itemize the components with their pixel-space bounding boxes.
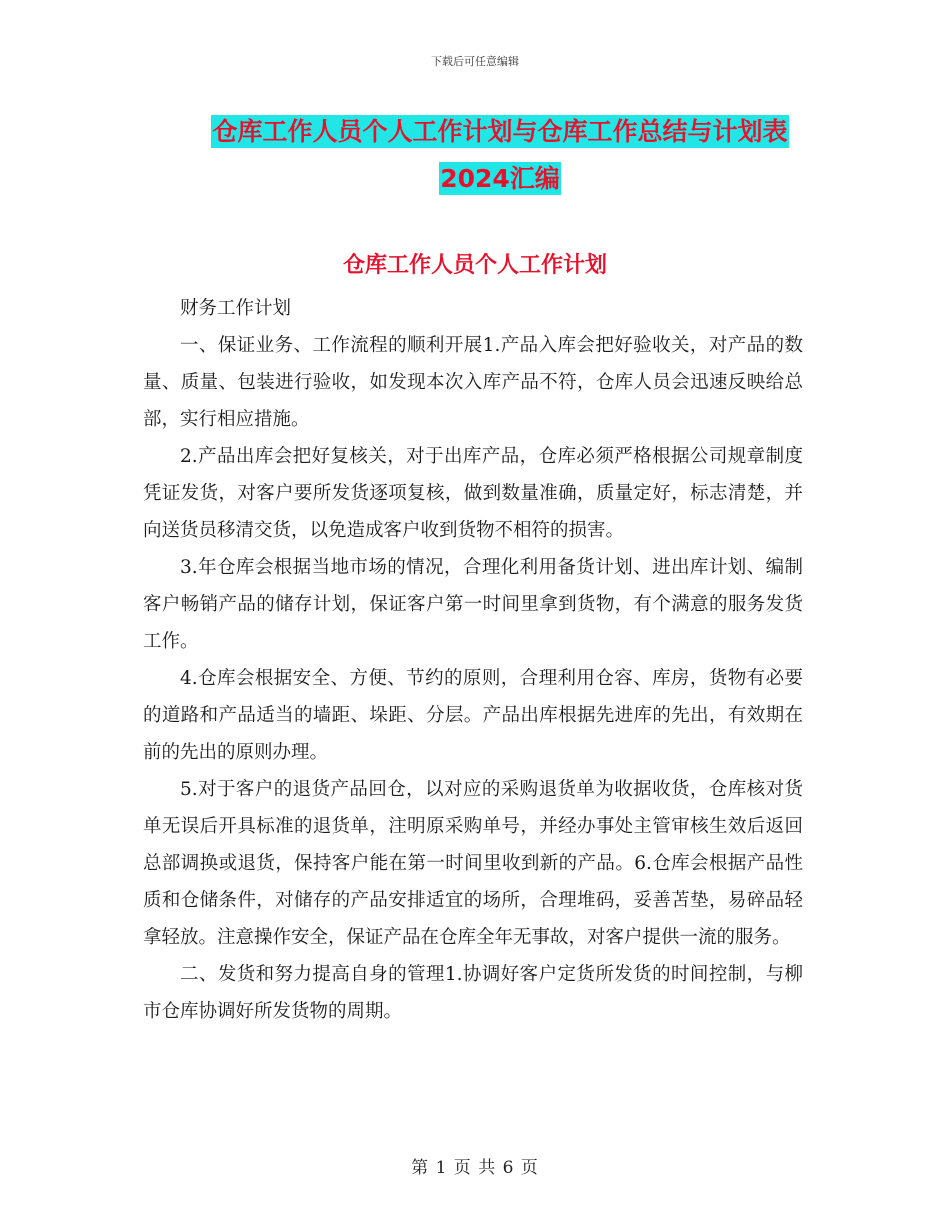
paragraph: 2.产品出库会把好复核关，对于出库产品，仓库必须严格根据公司规章制度凭证发货，对客户要所发货逐项复核，做到数量准确，质量定好，标志清楚，并向送货员移清交货，以免造成客户收到货物不相符的损害。 bbox=[143, 446, 803, 541]
section-title: 仓库工作人员个人工作计划 bbox=[342, 253, 607, 278]
paragraph: 4.仓库会根据安全、方便、节约的原则，合理利用仓容、库房，货物有必要的道路和产品适当的墙距、垛距、分层。产品出库根据先进库的先出，有效期在前的先出的原则办理。 bbox=[143, 668, 803, 763]
paragraph: 二、发货和努力提高自身的管理1.协调好客户定货所发货的时间控制，与柳市仓库协调好所发货物的周期。 bbox=[143, 964, 803, 1022]
page-footer: 第 1 页 共 6 页 bbox=[411, 1158, 539, 1178]
document-title bbox=[130, 108, 870, 202]
paragraph-heading: 财务工作计划 bbox=[180, 298, 292, 319]
document-title-line2: 2024汇编 bbox=[440, 164, 560, 193]
header-note: 下载后可任意编辑 bbox=[431, 55, 519, 68]
paragraph: 一、保证业务、工作流程的顺利开展1.产品入库会把好验收关，对产品的数量、质量、包装进行验收，如发现本次入库产品不符，仓库人员会迅速反映给总部，实行相应措施。 bbox=[143, 335, 803, 430]
document-title-line1: 仓库工作人员个人工作计划与仓库工作总结与计划表 bbox=[212, 117, 788, 146]
body-content bbox=[143, 290, 803, 1030]
paragraph: 5.对于客户的退货产品回仓，以对应的采购退货单为收据收货，仓库核对货单无误后开具标准的退货单，注明原采购单号，并经办事处主管审核生效后返回总部调换或退货，保持客户能在第一时间里收到新的产品。6.仓库会根据产品性质和仓储条件，对储存的产品安排适宜的场所，合理堆码，妥善苫垫，易碎品轻拿轻放。注意操作安全，保证产品在仓库全年无事故，对客户提供一流的服务。 bbox=[143, 779, 803, 948]
paragraph: 3.年仓库会根据当地市场的情况，合理化利用备货计划、进出库计划、编制客户畅销产品的储存计划，保证客户第一时间里拿到货物，有个满意的服务发货工作。 bbox=[143, 557, 803, 652]
